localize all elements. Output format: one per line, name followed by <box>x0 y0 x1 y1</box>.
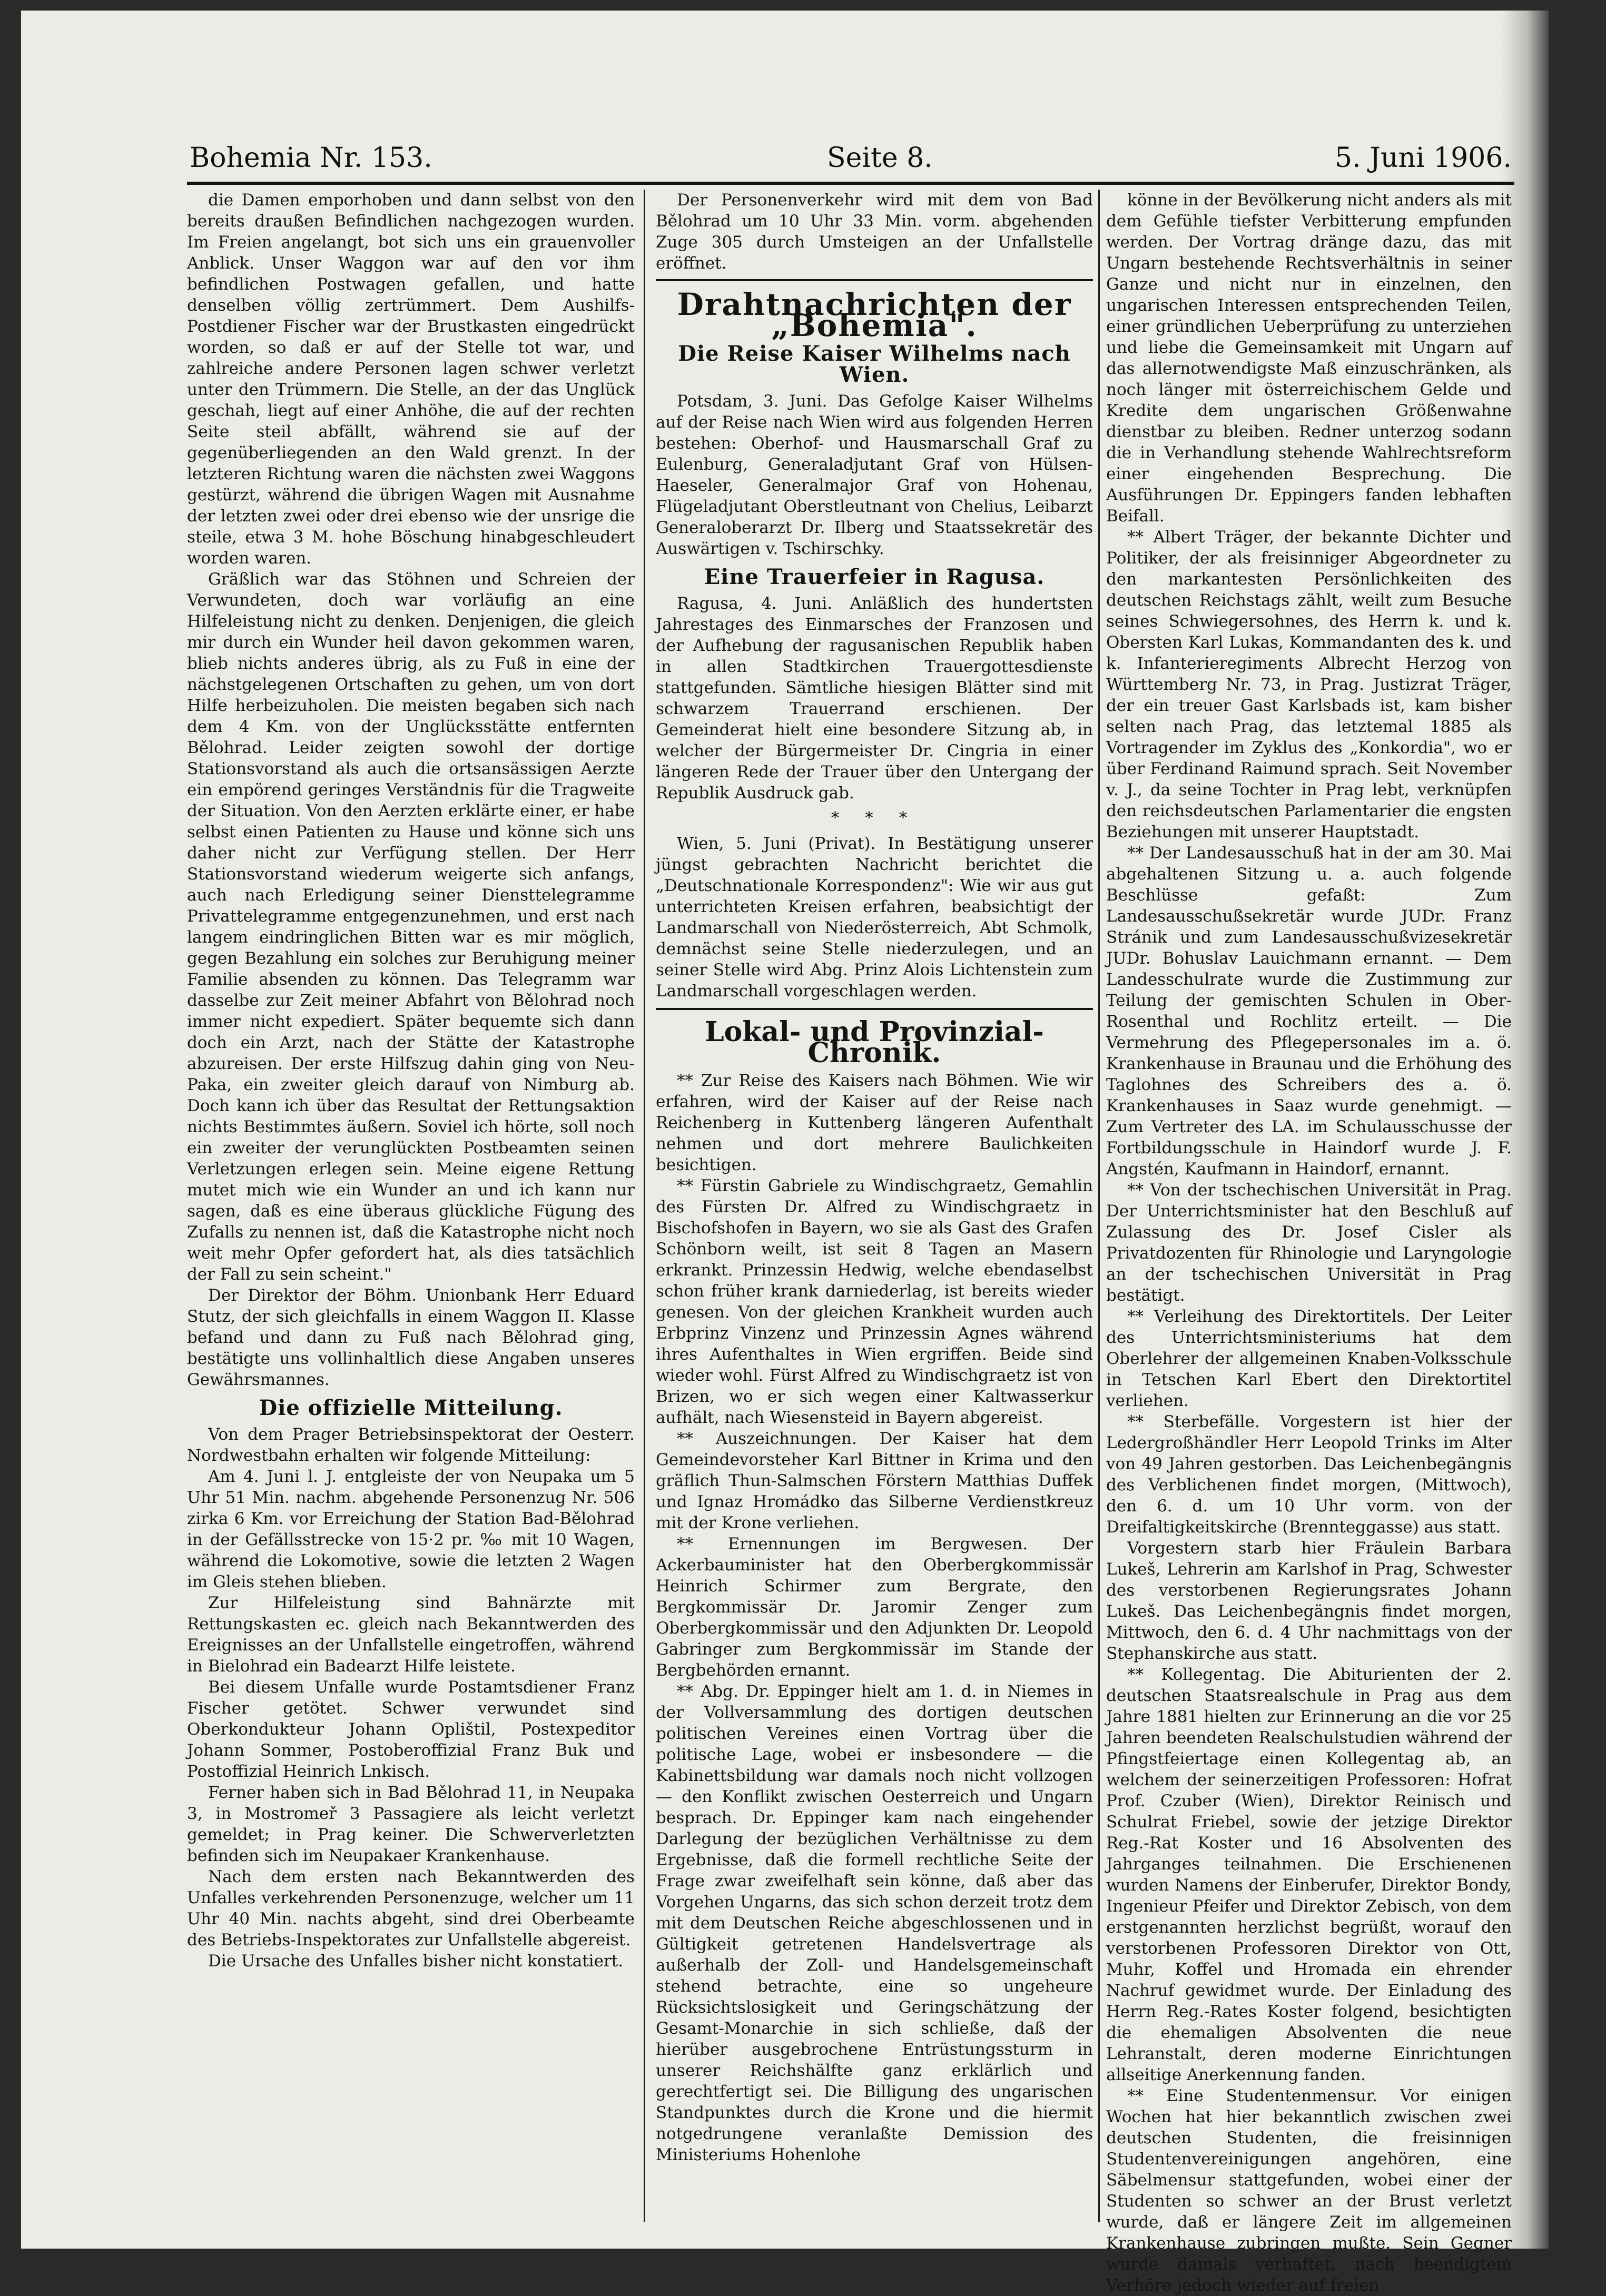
paragraph: Ferner haben sich in Bad Bělohrad 11, in Neupaka 3, in Mostromeř 3 Passagiere als leicht verletzt gemeldet; in Prag keiner. Die Schwerverletzten befinden sich im Neupakaer Krankenhause. <box>187 1783 635 1865</box>
masthead-left: Bohemia Nr. 153. <box>190 142 432 174</box>
column-2 <box>656 190 1093 2222</box>
paragraph: ** Der Landesausschuß hat in der am 30. Mai abgehaltenen Sitzung u. a. auch folgende Beschlüsse gefaßt: Zum Landesausschußsekretär wurde JUDr. Franz Stránik und zum Landesausschußvizesekretär JUDr. Bohuslav Lauichmann ernannt. — Dem Landesschulrate wurde die Zustimmung zur Teilung der gemischten Schulen in Ober-Rosenthal und Rochlitz erteilt. — Die Vermehrung des Pflegepersonales im a. ö. Krankenhause in Braunau und die Erhöhung des Taglohnes des Schreibers des a. ö. Krankenhauses in Saaz wurde genehmigt. — Zum Vertreter des LA. im Schulausschusse der Fortbildungsschule in Haindorf wurde J. F. Angstén, Kaufmann in Haindorf, ernannt. <box>1106 844 1512 1179</box>
paragraph: Der Direktor der Böhm. Unionbank Herr Eduard Stutz, der sich gleichfalls in einem Waggon II. Klasse befand und dann zu Fuß nach Bělohrad ging, bestätigte uns vollinhaltlich diese Angaben unseres Gewährsmannes. <box>187 1286 635 1389</box>
section-banner: Lokal- und Provinzial-Chronik. <box>656 1008 1093 1064</box>
paragraph: Der Personenverkehr wird mit dem von Bad Bělohrad um 10 Uhr 33 Min. vorm. abgehenden Zuge 305 durch Umsteigen an der Unfallstelle eröffnet. <box>656 191 1093 273</box>
issue-date: 5. Juni 1906. <box>1335 142 1512 174</box>
paragraph: ** Verleihung des Direktortitels. Der Leiter des Unterrichtsministeriums hat dem Oberlehrer der allgemeinen Knaben-Volksschule in Tetschen Karl Ebert den Direktortitel verliehen. <box>1106 1307 1512 1410</box>
paragraph: ** Von der tschechischen Universität in Prag. Der Unterrichtsminister hat den Beschluß auf Zulassung des Dr. Josef Cisler als Privatdozenten für Rhinologie und Laryngologie an der tschechischen Universität in Prag bestätigt. <box>1106 1181 1512 1305</box>
page-header <box>190 142 1512 184</box>
paragraph: Wien, 5. Juni (Privat). In Bestätigung unserer jüngst gebrachten Nachricht berichtet die „Deutschnationale Korrespondenz": Wie wir aus gut unterrichteten Kreisen erfahren, beabsichtigt der Landmarschall von Niederösterreich, Abt Schmolk, demnächst seine Stelle niederzulegen, und an seiner Stelle wird Abg. Prinz Alois Lichtenstein zum Landmarschall vorgeschlagen werden. <box>656 834 1093 1001</box>
paragraph: Ragusa, 4. Juni. Anläßlich des hundertsten Jahrestages des Einmarsches der Franzosen und der Aufhebung der ragusanischen Republik haben in allen Stadtkirchen Trauergottesdienste stattgefunden. Sämtliche hiesigen Blätter sind mit schwarzem Trauerrand erschienen. Der Gemeinderat hielt eine besondere Sitzung ab, in welcher der Bürgermeister Dr. Cingria in einer längeren Rede der Trauer über den Untergang der Republik Ausdruck gab. <box>656 594 1093 803</box>
paragraph: ** Albert Träger, der bekannte Dichter und Politiker, der als freisinniger Abgeordneter zu den markantesten Persönlichkeiten des deutschen Reichstags zählt, weilt zum Besuche seines Schwiegersohnes, des Herrn k. und k. Obersten Karl Lukas, Kommandanten des k. und k. Infanterieregiments Albrecht Herzog von Württemberg Nr. 73, in Prag. Justizrat Träger, der ein treuer Gast Karlsbads ist, kam bisher selten nach Prag, das letztemal 1885 als Vortragender im Zyklus des „Konkordia", wo er über Ferdinand Raimund sprach. Seit November v. J., da seine Tochter in Prag lebt, verknüpfen den reichsdeutschen Parlamentarier die engsten Beziehungen mit unserer Hauptstadt. <box>1106 528 1512 842</box>
column-3 <box>1106 190 1512 2295</box>
paragraph: ** Eine Studentenmensur. Vor einigen Wochen hat hier bekanntlich zwischen zwei deutschen Studenten, die freisinnigen Studentenvereinigungen angehören, eine Säbelmensur stattgefunden, wobei einer der Studenten so schwer an der Brust verletzt wurde, daß er längere Zeit im allgemeinen Krankenhause zubringen mußte. Sein Gegner wurde damals verhaftet, nach beendigtem Verhöre jedoch wieder auf freien <box>1106 2086 1512 2295</box>
column-divider <box>644 190 645 2222</box>
paragraph: Die Ursache des Unfalles bisher nicht konstatiert. <box>208 1952 624 1971</box>
column-divider <box>1098 190 1100 2222</box>
paragraph: Von dem Prager Betriebsinspektorat der Oesterr. Nordwestbahn erhalten wir folgende Mitteilung: <box>187 1425 635 1465</box>
paragraph: Gräßlich war das Stöhnen und Schreien der Verwundeten, doch war vorläufig an eine Hilfeleistung nicht zu denken. Denjenigen, die gleich mir durch ein Wunder heil davon gekommen waren, blieb nichts anderes übrig, als zu Fuß in eine der nächstgelegenen Ortschaften zu gehen, um von dort Hilfe herbeizuholen. Die meisten begaben sich nach dem 4 Km. von der Unglücksstätte entfernten Bělohrad. Leider zeigten sowohl der dortige Stationsvorstand als auch die ortsansässigen Aerzte ein empörend geringes Verständnis für die Tragweite der Situation. Von den Aerzten erklärte einer, er habe selbst einen Patienten zu Hause und könne sich uns daher nicht zur Verfügung stellen. Der Herr Stationsvorstand wiederum weigerte sich anfangs, auch nach Erledigung seiner Diensttelegramme Privattelegramme entgegenzunehmen, und erst nach langem eindringlichen Bitten war es mir möglich, gegen Bezahlung ein solches zur Beruhigung meiner Familie absenden zu können. Das Telegramm war dasselbe zur Zeit meiner Abfahrt von Bělohrad noch immer nicht expediert. Später bequemte sich dann doch ein Arzt, nach der Stätte der Katastrophe abzureisen. Der erste Hilfszug dahin ging von Neu-Paka, ein zweiter gleich darauf von Nimburg ab. Doch kann ich über das Resultat der Rettungsaktion nichts Bestimmtes äußern. Soviel ich hörte, soll noch ein zweiter der verunglückten Postbeamten seinen Verletzungen erlegen sein. Meine eigene Rettung mutet mich wie ein Wunder an und ich kann nur sagen, daß es eine überaus glückliche Fügung des Zufalls zu nennen ist, daß die Katastrophe nicht noch weit mehr Opfer gefordert hat, als dies tatsächlich der Fall zu sein scheint." <box>187 570 635 1284</box>
paragraph: Vorgestern starb hier Fräulein Barbara Lukeš, Lehrerin am Karlshof in Prag, Schwester des verstorbenen Regierungsrates Johann Lukeš. Das Leichenbegängnis findet morgen, Mittwoch, den 6. d. 4 Uhr nachmittags von der Stephanskirche aus statt. <box>1106 1539 1512 1663</box>
paragraph: ** Sterbefälle. Vorgestern ist hier der Ledergroßhändler Herr Leopold Trinks im Alter von 49 Jahren gestorben. Das Leichenbegängnis des Verblichenen findet morgen, (Mittwoch), den 6. d. um 10 Uhr vorm. von der Dreifaltigkeitskirche (Brennteggasse) aus statt. <box>1106 1412 1512 1537</box>
section-heading: Die Reise Kaiser Wilhelms nach Wien. <box>678 341 1071 387</box>
paragraph: Zur Hilfeleistung sind Bahnärzte mit Rettungskasten ec. gleich nach Bekanntwerden des Ereignisses an der Unfallstelle eingetroffen, während in Bielohrad ein Badearzt Hilfe leistete. <box>187 1594 635 1676</box>
paragraph: ** Auszeichnungen. Der Kaiser hat dem Gemeindevorsteher Karl Bittner in Krima und den gräflich Thun-Salmschen Förstern Matthias Duffek und Ignaz Hromádko das Silberne Verdienstkreuz mit der Krone verliehen. <box>656 1429 1093 1532</box>
paragraph: ** Abg. Dr. Eppinger hielt am 1. d. in Niemes in der Vollversammlung des dortigen deutschen politischen Vereines einen Vortrag über die politische Lage, wobei er insbesondere — die Kabinettsbildung war damals noch nicht vollzogen — den Konflikt zwischen Oesterreich und Ungarn besprach. Dr. Eppinger kam nach eingehender Darlegung der bezüglichen Verhältnisse zu dem Ergebnisse, daß die formell rechtliche Seite der Frage zwar zweifelhaft sein könne, daß aber das Vorgehen Ungarns, das sich schon derzeit trotz dem mit dem Deutschen Reiche abgeschlossenen und in Gültigkeit getretenen Handelsvertrage als außerhalb der Zoll- und Handelsgemeinschaft stehend betrachte, eine so ungeheure Rücksichtslosigkeit und Geringschätzung der Gesamt-Monarchie in sich schließe, daß der hierüber ausgebrochene Entrüstungssturm in unserer Reichshälfte ganz erklärlich und gerechtfertigt sei. Die Billigung des ungarischen Standpunktes durch die Krone und die hiermit notgedrungene veranlaßte Demission des Ministeriums Hohenlohe <box>656 1682 1093 2164</box>
paragraph: könne in der Bevölkerung nicht anders als mit dem Gefühle tiefster Verbitterung empfunden werden. Der Vortrag dränge dazu, das mit Ungarn bestehende Rechtsverhältnis in seiner Ganze und nicht nur in einzelnen, den ungarischen Interessen entsprechenden Teilen, einer gründlichen Ueberprüfung zu unterziehen und liebe die Gemeinsamkeit mit Ungarn auf das allernotwendigste Maß einzuschränken, als noch länger mit österreichischem Gelde und Kredite dem ungarischen Größenwahne dienstbar zu bleiben. Redner unterzog sodann die in Verhandlung stehende Wahlrechtsreform einer eingehenden Besprechung. Die Ausführungen Dr. Eppingers fanden lebhaften Beifall. <box>1106 191 1512 526</box>
paragraph: die Damen emporhoben und dann selbst von den bereits draußen Befindlichen nachgezogen wurden. Im Freien angelangt, bot sich uns ein grauenvoller Anblick. Unser Waggon war auf den vor ihm befindlichen Postwagen gefallen, und hatte denselben völlig zertrümmert. Dem Aushilfs-Postdiener Fischer war der Brustkasten eingedrückt worden, so daß er auf der Stelle tot war, und zahlreiche andere Personen lagen schwer verletzt unter den Trümmern. Die Stelle, an der das Unglück geschah, liegt auf einer Anhöhe, die auf der rechten Seite steil abfällt, während sie auf der gegenüberliegenden an den Wald grenzt. In der letzteren Richtung waren die nächsten zwei Waggons gestürzt, während die übrigen Wagen mit Ausnahme der letzten zwei oder drei ebenso wie der unsrige die steile, etwa 3 M. hohe Böschung hinabgeschleudert worden waren. <box>187 191 635 568</box>
paragraph: Nach dem ersten nach Bekanntwerden des Unfalles verkehrenden Personenzuge, welcher um 11 Uhr 40 Min. nachts abgeht, sind drei Oberbeamte des Betriebs-Inspektorates zur Unfallstelle abgereist. <box>187 1867 635 1949</box>
section-heading: Die offizielle Mitteilung. <box>259 1396 563 1420</box>
paragraph: ** Fürstin Gabriele zu Windischgraetz, Gemahlin des Fürsten Dr. Alfred zu Windischgraetz in Bischofshofen in Bayern, wo sie als Gast des Grafen Schönborn weilt, ist seit 8 Tagen an Masern erkrankt. Prinzessin Hedwig, welche ebendaselbst schon früher krank darniederlag, ist bereits wieder genesen. Von der gleichen Krankheit wurden auch Erbprinz Vinzenz und Prinzessin Agnes während ihres Aufenthaltes in Wien ergriffen. Beide sind wieder wohl. Fürst Alfred zu Windischgraetz ist von Brizen, wo er sich wegen einer Kaltwasserkur aufhält, nach Wiesensteid in Bayern abgereist. <box>656 1176 1093 1427</box>
separator: * * * <box>831 809 918 827</box>
paragraph: Am 4. Juni l. J. entgleiste der von Neupaka um 5 Uhr 51 Min. nachm. abgehende Personenzug Nr. 506 zirka 6 Km. vor Erreichung der Station Bad-Bělohrad in der Gefällsstrecke von 15·2 pr. ‰ mit 10 Wagen, während die Lokomotive, sowie die letzten 2 Wagen im Gleis stehen blieben. <box>187 1467 635 1591</box>
section-banner: Drahtnachrichten der „Bohemia". <box>656 279 1093 336</box>
paragraph: Potsdam, 3. Juni. Das Gefolge Kaiser Wilhelms auf der Reise nach Wien wird aus folgenden Herren bestehen: Oberhof- und Hausmarschall Graf zu Eulenburg, Generaladjutant Graf von Hülsen-Haeseler, Generalmajor Graf von Hohenau, Flügeladjutant Oberstleutnant von Chelius, Leibarzt Generaloberarzt Dr. Ilberg und Staatssekretär des Auswärtigen v. Tschirschky. <box>656 392 1093 558</box>
paragraph: Bei diesem Unfalle wurde Postamtsdiener Franz Fischer getötet. Schwer verwundet sind Oberkondukteur Johann Oplištil, Postexpeditor Johann Sommer, Postoberoffizial Franz Buk und Postoffizial Heinrich Lnkisch. <box>187 1678 635 1781</box>
header-rule <box>187 182 1514 185</box>
paragraph: ** Zur Reise des Kaisers nach Böhmen. Wie wir erfahren, wird der Kaiser auf der Reise nach Reichenberg in Kuttenberg längeren Aufenthalt nehmen und dort mehrere Baulichkeiten besichtigen. <box>656 1071 1093 1174</box>
section-heading: Eine Trauerfeier in Ragusa. <box>704 565 1045 589</box>
page-number: Seite 8. <box>827 142 933 174</box>
paragraph: ** Ernennungen im Bergwesen. Der Ackerbauminister hat den Oberbergkommissär Heinrich Schirmer zum Bergrate, den Bergkommissär Dr. Jaromir Zenger zum Oberbergkommissär und den Adjunkten Dr. Leopold Gabringer zum Bergkommissär im Stande der Bergbehörden ernannt. <box>656 1535 1093 1680</box>
paragraph: ** Kollegentag. Die Abiturienten der 2. deutschen Staatsrealschule in Prag aus dem Jahre 1881 hielten zur Erinnerung an die vor 25 Jahren beendeten Realschulstudien während der Pfingstfeiertage einen Kollegentag ab, an welchem der seinerzeitigen Professoren: Hofrat Prof. Czuber (Wien), Direktor Reinisch und Schulrat Friebel, sowie der jetzige Direktor Reg.-Rat Koster und 16 Absolventen des Jahrganges teilnahmen. Die Erschienenen wurden Namens der Einberufer, Direktor Bondy, Ingenieur Pfeifer und Direktor Zebisch, von dem erstgenannten herzlichst begrüßt, worauf den verstorbenen Professoren Direktor von Ott, Muhr, Koffel und Hromada ein ehrender Nachruf gewidmet wurde. Der Einladung des Herrn Reg.-Rates Koster folgend, besichtigten die ehemaligen Absolventen die neue Lehranstalt, deren moderne Einrichtungen allseitige Anerkennung fanden. <box>1106 1665 1512 2084</box>
column-1 <box>187 190 635 2222</box>
